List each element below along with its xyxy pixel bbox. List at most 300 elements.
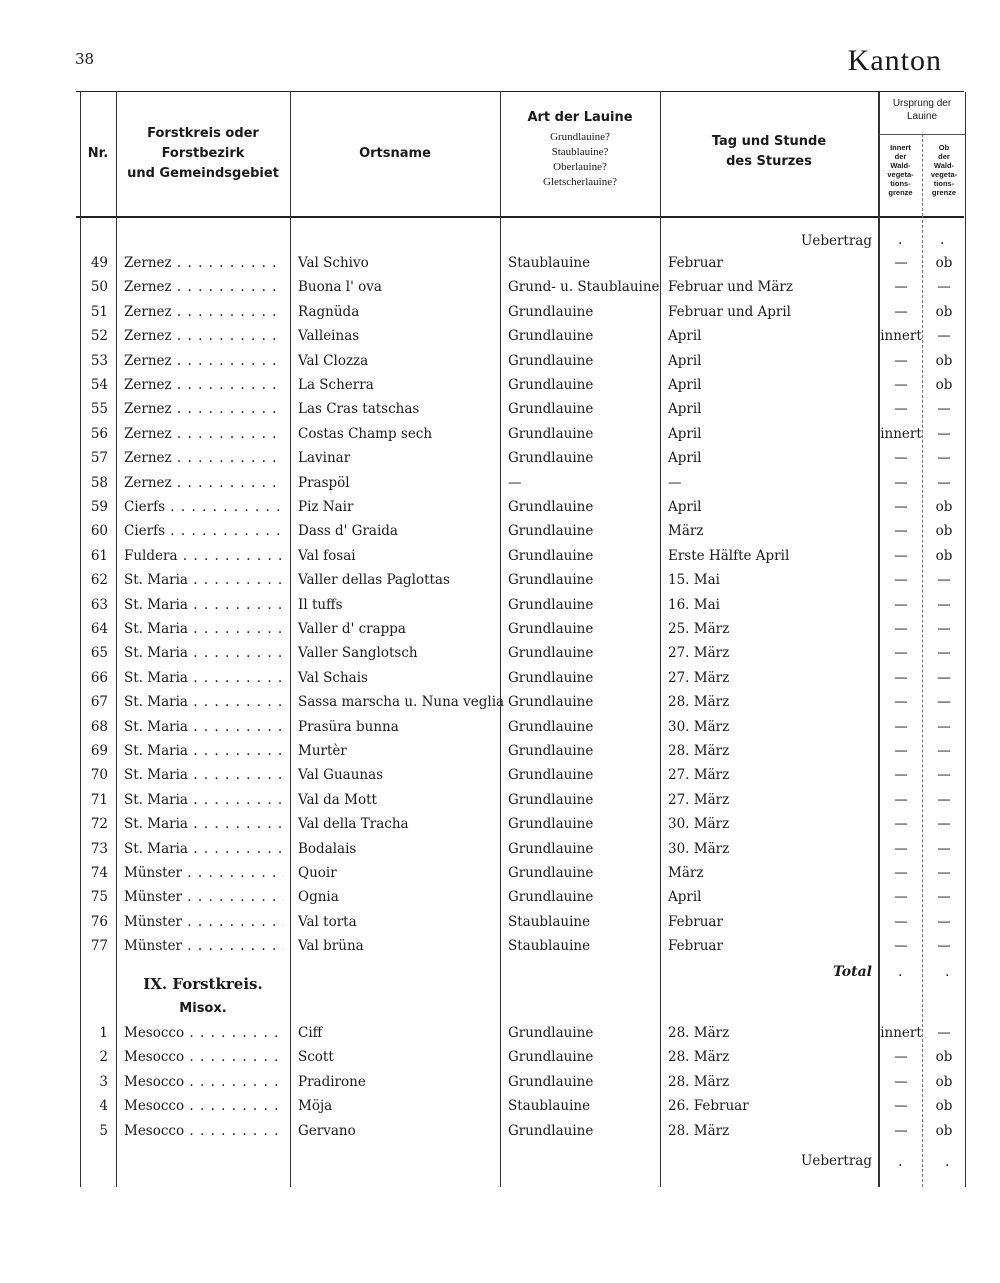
header-line: vegeta- xyxy=(887,170,914,179)
date-cell: 28. März xyxy=(668,1049,730,1066)
row-number: 5 xyxy=(99,1122,108,1139)
ob-cell: ob xyxy=(935,523,953,540)
header-line: Ursprung der xyxy=(892,98,952,109)
ob-cell: — xyxy=(937,621,951,637)
innert-cell: — xyxy=(894,743,908,759)
forstkreis-label: St. Maria . . xyxy=(124,719,284,735)
date-cell: 15. Mai xyxy=(668,572,720,589)
section-subtitle: Misox. xyxy=(179,1001,227,1016)
forstkreis-cell xyxy=(124,1123,284,1139)
row-number: 66 xyxy=(90,669,108,686)
date-cell: 27. März xyxy=(668,767,730,784)
header-line: Oberlauine? xyxy=(553,161,607,173)
forstkreis-label: Zernez . . xyxy=(124,377,284,393)
date-cell: 28. März xyxy=(668,1025,730,1041)
header-line: der xyxy=(894,152,907,161)
ortsname-cell: Ognia xyxy=(298,889,339,906)
forstkreis-cell xyxy=(124,279,284,295)
forstkreis-label: Zernez . . xyxy=(124,353,284,369)
forstkreis-cell xyxy=(124,328,284,344)
row-number: 73 xyxy=(90,840,108,857)
header-line: vegeta- xyxy=(930,170,958,179)
innert-cell: — xyxy=(894,1049,908,1066)
ortsname-cell: Las Cras tatschas xyxy=(298,401,420,418)
forstkreis-cell xyxy=(124,719,284,735)
lauine-type-cell: Grundlauine xyxy=(508,547,594,564)
header-forstkreis xyxy=(116,124,290,184)
ob-cell: — xyxy=(937,840,951,857)
date-cell: Erste Hälfte April xyxy=(668,547,790,564)
row-number: 72 xyxy=(90,816,108,833)
table-row xyxy=(80,1071,966,1095)
ortsname-cell: Val Schais xyxy=(298,669,368,686)
row-number: 49 xyxy=(90,255,108,271)
forstkreis-cell xyxy=(124,1098,284,1114)
lauine-type-cell: Staublauine xyxy=(508,938,591,955)
table-row xyxy=(80,764,966,788)
row-number: 52 xyxy=(90,328,108,345)
ortsname-cell: Val Guaunas xyxy=(298,767,384,784)
section-title: IX. Forstkreis. xyxy=(143,975,263,993)
ob-cell: ob xyxy=(935,352,953,369)
row-number: 3 xyxy=(99,1073,108,1090)
header-line: Wald- xyxy=(933,161,955,170)
ortsname-cell: Quoir xyxy=(298,865,337,881)
forstkreis-cell xyxy=(124,621,284,637)
innert-cell: — xyxy=(894,938,908,955)
forstkreis-cell xyxy=(124,499,284,515)
date-cell: 30. März xyxy=(668,718,730,735)
ob-cell: ob xyxy=(935,1122,953,1139)
row-number: 2 xyxy=(99,1049,108,1066)
table-row xyxy=(80,569,966,593)
innert-cell: — xyxy=(894,303,908,320)
row-number: 53 xyxy=(90,352,108,369)
forstkreis-label: Zernez . . xyxy=(124,328,284,344)
forstkreis-cell xyxy=(124,523,284,539)
header-innert xyxy=(879,143,922,197)
forstkreis-label: Zernez . . xyxy=(124,426,284,442)
lauine-type-cell: Grundlauine xyxy=(508,865,594,881)
innert-cell: — xyxy=(894,450,908,467)
lauine-type-cell: — xyxy=(508,474,522,491)
uebertrag-dot: . xyxy=(945,1154,950,1170)
ob-cell: — xyxy=(937,718,951,735)
innert-cell: — xyxy=(894,1122,908,1139)
forstkreis-label: Cierfs . . xyxy=(124,499,281,515)
table-row xyxy=(80,447,966,471)
date-cell: April xyxy=(668,450,702,467)
forstkreis-cell xyxy=(124,767,284,783)
ortsname-cell: Piz Nair xyxy=(298,499,354,515)
table-row xyxy=(80,862,966,886)
ortsname-cell: Val Schivo xyxy=(298,255,369,271)
uebertrag-top: Uebertrag xyxy=(800,233,872,249)
lauine-type-cell: Grundlauine xyxy=(508,743,594,759)
header-ursprung xyxy=(879,97,965,123)
date-cell: 30. März xyxy=(668,816,730,833)
innert-cell: — xyxy=(894,669,908,686)
lauine-type-cell: Grundlauine xyxy=(508,401,594,418)
row-number: 62 xyxy=(90,572,108,589)
lauine-type-cell: Grund- u. Staublauine xyxy=(508,279,660,296)
forstkreis-label: St. Maria . . xyxy=(124,621,284,637)
table-row xyxy=(80,252,966,276)
forstkreis-label: Münster . . xyxy=(124,865,284,881)
date-cell: 27. März xyxy=(668,791,730,808)
innert-cell: — xyxy=(894,767,908,784)
row-number: 69 xyxy=(90,743,108,759)
row-number: 55 xyxy=(90,401,108,418)
ortsname-cell: Möja xyxy=(298,1098,333,1115)
row-number: 60 xyxy=(90,523,108,540)
header-line: grenze xyxy=(888,188,913,197)
forstkreis-label: Fuldera . . xyxy=(124,548,284,564)
ob-cell: — xyxy=(937,645,951,662)
table-row xyxy=(80,740,966,764)
date-cell: 30. März xyxy=(668,840,730,857)
forstkreis-label: Münster . . xyxy=(124,938,284,954)
innert-cell: — xyxy=(894,499,908,515)
header-art-sub xyxy=(500,130,660,190)
date-cell: März xyxy=(668,523,704,540)
ob-cell: — xyxy=(937,865,951,881)
ob-cell: — xyxy=(937,913,951,930)
date-cell: Februar xyxy=(668,255,723,271)
forstkreis-cell xyxy=(124,816,284,832)
ortsname-cell: Valler d' crappa xyxy=(298,621,406,637)
row-number: 76 xyxy=(90,913,108,930)
row-number: 57 xyxy=(90,450,108,467)
date-cell: 25. März xyxy=(668,621,730,637)
row-number: 74 xyxy=(90,865,108,881)
forstkreis-label: St. Maria . . xyxy=(124,694,284,710)
ortsname-cell: Val da Mott xyxy=(298,791,377,808)
lauine-type-cell: Grundlauine xyxy=(508,1025,594,1041)
lauine-type-cell: Grundlauine xyxy=(508,791,594,808)
lauine-type-cell: Grundlauine xyxy=(508,669,594,686)
forstkreis-cell xyxy=(124,743,284,759)
forstkreis-label: Zernez . . xyxy=(124,475,284,491)
header-line: Wald- xyxy=(890,161,911,170)
ob-cell: ob xyxy=(935,255,953,271)
forstkreis-cell xyxy=(124,475,284,491)
ortsname-cell: Val della Tracha xyxy=(298,816,409,833)
date-cell: 16. Mai xyxy=(668,596,720,613)
forstkreis-label: St. Maria . . xyxy=(124,767,284,783)
ortsname-cell: Val brüna xyxy=(298,938,364,955)
innert-cell: — xyxy=(894,694,908,711)
innert-cell: — xyxy=(894,474,908,491)
lauine-type-cell: Grundlauine xyxy=(508,718,594,735)
table-row xyxy=(80,642,966,666)
ob-cell: — xyxy=(937,596,951,613)
ob-cell: — xyxy=(937,1025,951,1041)
forstkreis-cell xyxy=(124,865,284,881)
ob-cell: — xyxy=(937,425,951,442)
date-cell: April xyxy=(668,328,702,345)
header-line: und Gemeindsgebiet xyxy=(127,166,279,181)
table-row xyxy=(80,520,966,544)
row-number: 58 xyxy=(90,474,108,491)
date-cell: 28. März xyxy=(668,1122,730,1139)
forstkreis-label: St. Maria . . xyxy=(124,816,284,832)
date-cell: April xyxy=(668,352,702,369)
table-row xyxy=(80,716,966,740)
innert-cell: innert xyxy=(880,1025,922,1041)
forstkreis-label: St. Maria . . xyxy=(124,572,284,588)
forstkreis-cell xyxy=(124,938,284,954)
ortsname-cell: Buona l' ova xyxy=(298,279,382,296)
table-row xyxy=(80,935,966,959)
forstkreis-cell xyxy=(124,401,284,417)
forstkreis-label: Münster . . xyxy=(124,889,284,905)
innert-cell: — xyxy=(894,865,908,881)
header-line: grenze xyxy=(931,188,957,197)
innert-cell: — xyxy=(894,279,908,296)
header-bottom-rule xyxy=(76,216,964,218)
lauine-type-cell: Grundlauine xyxy=(508,767,594,784)
date-cell: 28. März xyxy=(668,743,730,759)
header-line: Forstbezirk xyxy=(161,146,245,161)
row-number: 50 xyxy=(90,279,108,296)
uebertrag-dot: . xyxy=(898,1154,903,1170)
table-row xyxy=(80,325,966,349)
table-row xyxy=(80,472,966,496)
ortsname-cell: Gervano xyxy=(298,1122,356,1139)
date-cell: Februar xyxy=(668,938,723,955)
forstkreis-label: Zernez . . xyxy=(124,255,284,271)
header-tag xyxy=(660,132,878,172)
ob-cell: — xyxy=(937,401,951,418)
forstkreis-label: Mesocco . . xyxy=(124,1025,284,1041)
forstkreis-cell xyxy=(124,426,284,442)
table-row xyxy=(80,691,966,715)
ob-cell: ob xyxy=(935,499,953,515)
row-number: 77 xyxy=(90,938,108,955)
row-number: 61 xyxy=(90,547,108,564)
header-ob xyxy=(923,143,965,197)
date-cell: 28. März xyxy=(668,1073,730,1090)
forstkreis-cell xyxy=(124,597,284,613)
table-row xyxy=(80,545,966,569)
forstkreis-cell xyxy=(124,1049,284,1065)
forstkreis-cell xyxy=(124,548,284,564)
forstkreis-label: Mesocco . . xyxy=(124,1098,284,1114)
forstkreis-label: Zernez . . xyxy=(124,401,284,417)
forstkreis-cell xyxy=(124,377,284,393)
table-row xyxy=(80,667,966,691)
table-row xyxy=(80,1095,966,1119)
forstkreis-label: Mesocco . . xyxy=(124,1074,284,1090)
ob-cell: — xyxy=(937,694,951,711)
ortsname-cell: Lavinar xyxy=(298,450,351,467)
forstkreis-label: Zernez . . xyxy=(124,450,284,466)
date-cell: 27. März xyxy=(668,645,730,662)
ortsname-cell: Pradirone xyxy=(298,1073,366,1090)
header-line: Lauine xyxy=(906,111,938,122)
ortsname-cell: La Scherra xyxy=(298,377,374,393)
date-cell: Februar und März xyxy=(668,279,793,296)
header-line: tions- xyxy=(890,179,911,188)
row-number: 1 xyxy=(99,1025,108,1041)
table-top-rule xyxy=(76,91,964,92)
table-row xyxy=(80,789,966,813)
row-number: 75 xyxy=(90,889,108,906)
table-row xyxy=(80,301,966,325)
forstkreis-label: St. Maria . . xyxy=(124,670,284,686)
forstkreis-cell xyxy=(124,572,284,588)
date-cell: 26. Februar xyxy=(668,1098,749,1115)
ortsname-cell: Costas Champ sech xyxy=(298,425,433,442)
date-cell: April xyxy=(668,377,702,393)
date-cell: 28. März xyxy=(668,694,730,711)
ob-cell: — xyxy=(937,791,951,808)
ob-cell: ob xyxy=(935,1073,953,1090)
innert-cell: — xyxy=(894,572,908,589)
header-art: Art der Lauine xyxy=(527,110,633,125)
header-line: Ob xyxy=(938,143,950,152)
table-row xyxy=(80,1120,966,1144)
table-row xyxy=(80,398,966,422)
ortsname-cell: Scott xyxy=(298,1049,334,1066)
ortsname-cell: Val Clozza xyxy=(298,352,369,369)
forstkreis-label: St. Maria . . xyxy=(124,841,284,857)
innert-cell: — xyxy=(894,718,908,735)
forstkreis-cell xyxy=(124,1074,284,1090)
innert-cell: — xyxy=(894,1098,908,1115)
ortsname-cell: Ragnüda xyxy=(298,303,360,320)
header-line: Staublauine? xyxy=(551,146,609,158)
lauine-type-cell: Grundlauine xyxy=(508,889,594,906)
forstkreis-label: St. Maria . . xyxy=(124,645,284,661)
forstkreis-label: Mesocco . . xyxy=(124,1123,284,1139)
forstkreis-cell xyxy=(124,841,284,857)
table-row xyxy=(80,838,966,862)
forstkreis-cell xyxy=(124,304,284,320)
forstkreis-cell xyxy=(124,914,284,930)
ob-cell: ob xyxy=(935,1098,953,1115)
ob-cell: ob xyxy=(935,1049,953,1066)
innert-cell: — xyxy=(894,596,908,613)
forstkreis-label: Zernez . . xyxy=(124,304,284,320)
ortsname-cell: Il tuffs xyxy=(298,596,343,613)
lauine-type-cell: Grundlauine xyxy=(508,1122,594,1139)
header-line: des Sturzes xyxy=(726,154,812,169)
row-number: 68 xyxy=(90,718,108,735)
lauine-type-cell: Grundlauine xyxy=(508,840,594,857)
innert-cell: — xyxy=(894,791,908,808)
ortsname-cell: Praspöl xyxy=(298,474,350,491)
ortsname-cell: Val torta xyxy=(298,913,357,930)
innert-cell: — xyxy=(894,816,908,833)
header-line: Innert xyxy=(890,143,911,152)
header-line: Forstkreis oder xyxy=(147,126,259,141)
table-row xyxy=(80,813,966,837)
lauine-type-cell: Grundlauine xyxy=(508,499,594,515)
ortsname-cell: Murtèr xyxy=(298,743,347,759)
innert-cell: innert xyxy=(880,328,922,345)
ortsname-cell: Sassa marscha u. Nuna veglia xyxy=(298,694,505,711)
forstkreis-label: Mesocco . . xyxy=(124,1049,284,1065)
forstkreis-cell xyxy=(124,450,284,466)
innert-cell: — xyxy=(894,547,908,564)
lauine-type-cell: Grundlauine xyxy=(508,377,594,393)
lauine-type-cell: Grundlauine xyxy=(508,596,594,613)
subheader-rule xyxy=(879,134,965,135)
header-line: der xyxy=(938,152,950,161)
ob-cell: ob xyxy=(935,303,953,320)
row-number: 67 xyxy=(90,694,108,711)
row-number: 4 xyxy=(99,1098,108,1115)
forstkreis-cell xyxy=(124,255,284,271)
ortsname-cell: Valleinas xyxy=(298,328,360,345)
forstkreis-label: Münster . . xyxy=(124,914,284,930)
lauine-type-cell: Grundlauine xyxy=(508,425,594,442)
ob-cell: — xyxy=(937,889,951,906)
table-row xyxy=(80,1022,966,1046)
table-row xyxy=(80,350,966,374)
lauine-type-cell: Grundlauine xyxy=(508,1049,594,1066)
forstkreis-cell xyxy=(124,889,284,905)
table-row xyxy=(80,276,966,300)
page-number: 38 xyxy=(75,50,95,68)
row-number: 63 xyxy=(90,596,108,613)
lauine-type-cell: Grundlauine xyxy=(508,450,594,467)
table-row xyxy=(80,374,966,398)
ob-cell: — xyxy=(937,328,951,345)
ob-cell: — xyxy=(937,669,951,686)
forstkreis-cell xyxy=(124,1025,284,1041)
table-row xyxy=(80,911,966,935)
date-cell: — xyxy=(668,474,682,491)
row-number: 51 xyxy=(90,303,108,320)
uebertrag-dot: . xyxy=(898,232,903,248)
date-cell: Februar xyxy=(668,913,723,930)
forstkreis-label: Cierfs . . xyxy=(124,523,281,539)
ortsname-cell: Prasüra bunna xyxy=(298,718,399,735)
date-cell: April xyxy=(668,499,702,515)
lauine-type-cell: Staublauine xyxy=(508,913,591,930)
innert-cell: — xyxy=(894,621,908,637)
date-cell: März xyxy=(668,865,704,881)
row-number: 56 xyxy=(90,425,108,442)
lauine-type-cell: Grundlauine xyxy=(508,1073,594,1090)
header-line: tions- xyxy=(933,179,955,188)
date-cell: 27. März xyxy=(668,669,730,686)
ortsname-cell: Bodalais xyxy=(298,840,357,857)
lauine-type-cell: Grundlauine xyxy=(508,523,594,540)
innert-cell: — xyxy=(894,352,908,369)
uebertrag-dot: . xyxy=(940,232,945,248)
lauine-type-cell: Grundlauine xyxy=(508,572,594,589)
ortsname-cell: Valler Sanglotsch xyxy=(298,645,418,662)
forstkreis-cell xyxy=(124,353,284,369)
ortsname-cell: Valler dellas Paglottas xyxy=(298,572,450,589)
innert-cell: — xyxy=(894,401,908,418)
table-row xyxy=(80,594,966,618)
canton-heading: Kanton xyxy=(847,44,942,77)
forstkreis-cell xyxy=(124,694,284,710)
header-nr: Nr. xyxy=(87,146,109,161)
ob-cell: — xyxy=(937,816,951,833)
forstkreis-label: St. Maria . . xyxy=(124,597,284,613)
ortsname-cell: Val fosai xyxy=(298,547,356,564)
row-number: 65 xyxy=(90,645,108,662)
table-row xyxy=(80,423,966,447)
table-row xyxy=(80,496,966,520)
row-number: 64 xyxy=(90,621,108,637)
